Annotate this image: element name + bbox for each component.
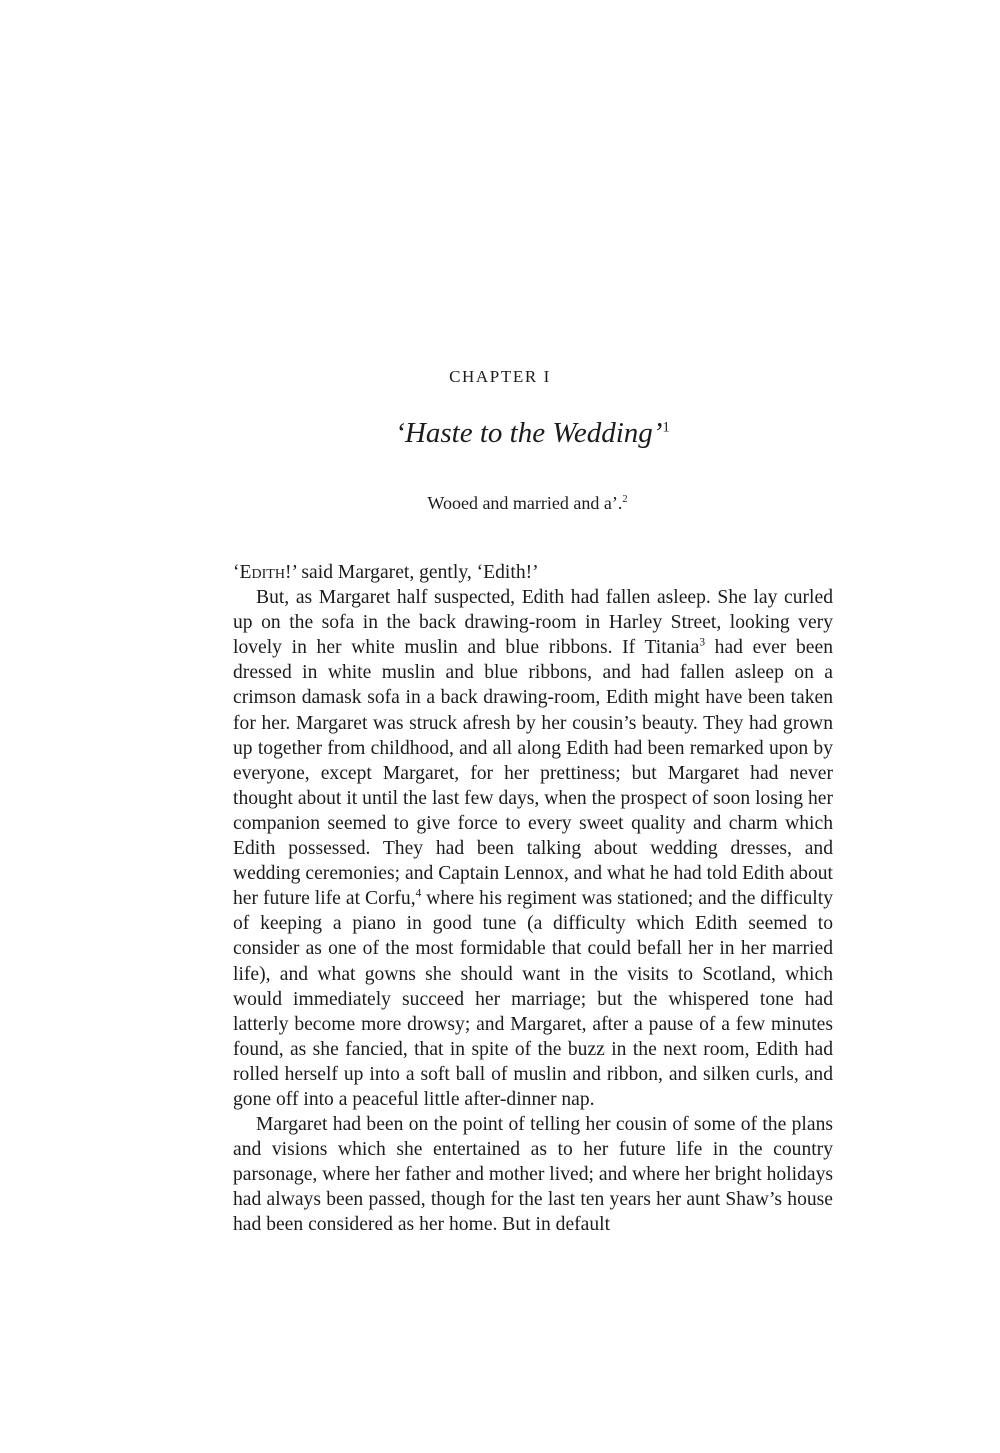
paragraph-1-rest: !’ said Margaret, gently, ‘Edith!’ xyxy=(284,562,539,583)
paragraph-2-text-c: where his regiment was stationed; and the difficulty of keeping a piano in good tune (a difficulty which Edith seemed to consider as one of the most formidable that could befall her in her married life), and what gowns she should want in the visits to Scotland, which would immediately succeed her marriage; but the whispered tone had latterly become more drowsy; and Margaret, after a pause of a few minutes found, as she fancied, that in spite of the buzz in the next room, Edith had rolled herself up into a soft ball of muslin and ribbon, and silken curls, and gone off into a peaceful little after-dinner nap. xyxy=(233,888,833,1110)
footnote-ref-3[interactable]: 3 xyxy=(699,636,705,649)
epigraph xyxy=(0,491,1000,515)
chapter-number: CHAPTER I xyxy=(449,367,551,386)
paragraph-1-name: Edith xyxy=(239,562,285,583)
paragraph-2 xyxy=(233,585,833,1112)
chapter-title xyxy=(0,414,1000,452)
footnote-ref-2[interactable]: 2 xyxy=(622,494,628,505)
paragraph-2-text-a: But, as Margaret half suspected, Edith had fallen asleep. She lay curled up on the sofa in the back drawing-room in Harley Street, looking very lovely in her white muslin and blue ribbons. If Titania xyxy=(233,587,833,659)
epigraph-text: Wooed and married and a’. xyxy=(427,493,623,513)
footnote-ref-1[interactable]: 1 xyxy=(662,419,670,436)
chapter-body xyxy=(233,560,833,1238)
paragraph-1 xyxy=(233,560,833,585)
chapter-title-text: ‘Haste to the Wedding’ xyxy=(395,417,663,449)
footnote-ref-4[interactable]: 4 xyxy=(415,887,422,900)
paragraph-3 xyxy=(233,1112,833,1237)
paragraph-3-text: Margaret had been on the point of telling her cousin of some of the plans and visions which she entertained as to her future life in the country parsonage, where her father and mother lived; and where her bright holidays had always been passed, though for the last ten years her aunt Shaw’s house had been considered as her home. But in default xyxy=(233,1114,833,1236)
paragraph-1-open-quote: ‘ xyxy=(233,562,240,583)
paragraph-2-text-b: had ever been dressed in white muslin and blue ribbons, and had fallen asleep on a crimson damask sofa in a back drawing-room, Edith might have been taken for her. Margaret was struck afresh by her cousin’s beauty. They had grown up together from childhood, and all along Edith had been remarked upon by everyone, except Margaret, for her prettiness; but Margaret had never thought about it until the last few days, when the prospect of soon losing her companion seemed to give force to every sweet quality and charm which Edith possessed. They had been talking about wedding dresses, and wedding ceremonies; and Captain Lennox, and what he had told Edith about her future life at Corfu, xyxy=(233,637,833,910)
